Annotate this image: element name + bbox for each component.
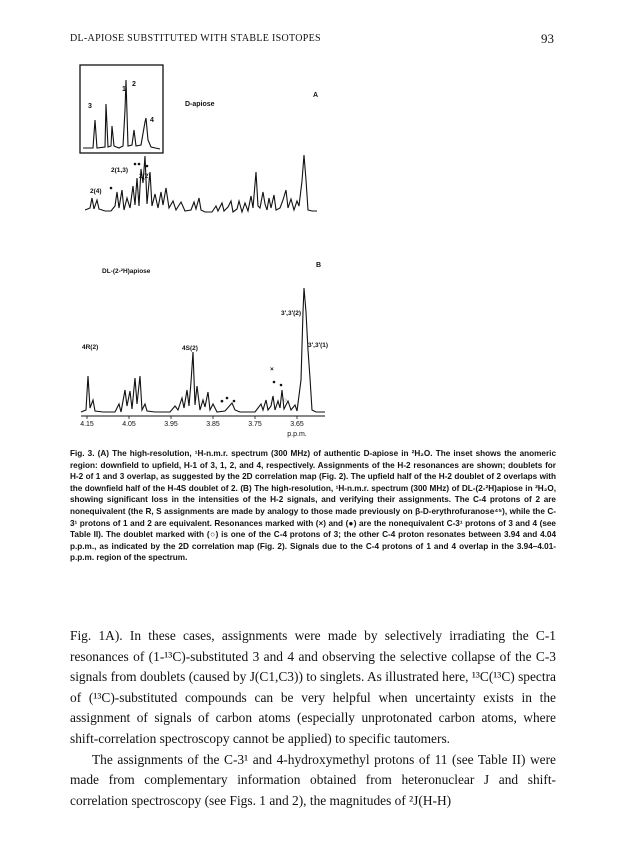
svg-text:3.65: 3.65	[290, 421, 304, 428]
inset-label-4: 4	[150, 117, 154, 124]
marker-circle: ○	[283, 397, 287, 404]
label-h3-1: 3',3'(1)	[308, 342, 329, 349]
inset-box	[80, 65, 163, 153]
running-header	[0, 33, 624, 49]
panel-b-markers	[220, 366, 287, 405]
paragraph-2: The assignments of the C-3¹ and 4-hydroxymethyl protons of 11 (see Table II) were made from complementary information obtained from heteronuclear J and shift-correlation spectroscopy (see Figs. 1 and 2), the magnitudes of ²J(H-H)	[70, 751, 556, 808]
panel-a-compound: D-apiose	[185, 101, 215, 108]
paragraph-1: Fig. 1A). In these cases, assignments were made by selectively irradiating the C-1 resonances of (1-¹³C)-substituted 3 and 4 and observing the selective collapse of the C-3 signals from doublets (caused by J(C1,C3)) to singlets. As illustrated here, ¹³C(¹³C) spectra of (¹³C)-substituted compounds can be very helpful when uncertainty exists in the assignment of signals of carbon atoms (especially unprotonated carbon atoms, where shift-correlation spectroscopy cannot be applied) to specific tautomers.	[70, 628, 556, 746]
caption-text: Fig. 3. (A) The high-resolution, ¹H-n.m.r. spectrum (300 MHz) of authentic D-apiose in ²H₂O. The inset shows the anomeric region: downfield to upfield, H-1 of 3, 1, 2, and 4, respectively. Assignments of the H-2 resonances are shown; doublets for H-2 of 1 and 3 overlap, as suggested by the 2D correlation map (Fig. 2). The upfield half of the H-2 doublet of 2 overlaps with the downfield half of the H-4S doublet of 2. (B) The high-resolution, ¹H-n.m.r. spectrum (300 MHz) of DL-(2-²H)apiose in ²H₂O, showing significant loss in the intensities of the H-2 signals, and verifying their assignments. The C-4 protons of 2 are nonequivalent (the R, S assignments are made by analogy to those made previously on β-D-erythrofuranose⁴⁵), while the C-3¹ protons of 1 and 2 are equivalent. Resonances marked with (×) and (●) are the nonequivalent C-3¹ protons of 3 and 4 (see Table II). The doublet marked with (○) is one of the C-4 protons of 3; the other C-4 proton resonates between 3.94 and 4.04 p.p.m., as indicated by the 2D correlation map (Fig. 2). Signals due to the C-4 protons of 1 and 4 overlap in the 3.94–4.01-p.p.m. region of the spectrum.	[70, 449, 556, 563]
inset-label-3: 3	[88, 103, 92, 110]
svg-text:3.75: 3.75	[248, 421, 262, 428]
inset-label-2: 2	[132, 81, 136, 88]
panel-b-peak-labels	[82, 310, 328, 352]
svg-text:4.05: 4.05	[122, 421, 136, 428]
label-h3-2: 3',3'(2)	[281, 310, 302, 317]
body-text	[70, 626, 556, 811]
label-h2-4: 2(4)	[90, 188, 102, 195]
label-h2-2: 2(2)	[139, 173, 151, 180]
panel-b-compound: DL-(2-²H)apiose	[102, 268, 151, 275]
inset-label-1: 1	[122, 86, 126, 93]
label-h4s-2: 4S(2)	[182, 345, 198, 352]
svg-text:3.85: 3.85	[206, 421, 220, 428]
svg-text:4.15: 4.15	[80, 421, 94, 428]
inset-peak-labels	[88, 81, 154, 124]
running-title: DL-APIOSE SUBSTITUTED WITH STABLE ISOTOPES	[70, 33, 321, 44]
marker-x: ×	[270, 366, 274, 373]
nmr-spectra-figure	[75, 60, 345, 450]
panel-a-label: A	[313, 92, 319, 99]
ppm-axis-unit: p.p.m.	[287, 431, 307, 438]
label-h2-1-3: 2(1,3)	[111, 167, 128, 174]
page-number: 93	[541, 31, 554, 46]
marker-dot: ●	[220, 398, 224, 405]
ppm-axis-tick-labels	[80, 421, 304, 428]
panel-b-spectrum-trace	[81, 288, 325, 412]
figure-caption	[70, 448, 556, 564]
panel-a-spectrum-trace	[85, 155, 317, 212]
svg-text:3.95: 3.95	[164, 421, 178, 428]
panel-b-label: B	[316, 262, 322, 269]
label-h4r-2: 4R(2)	[82, 344, 99, 351]
